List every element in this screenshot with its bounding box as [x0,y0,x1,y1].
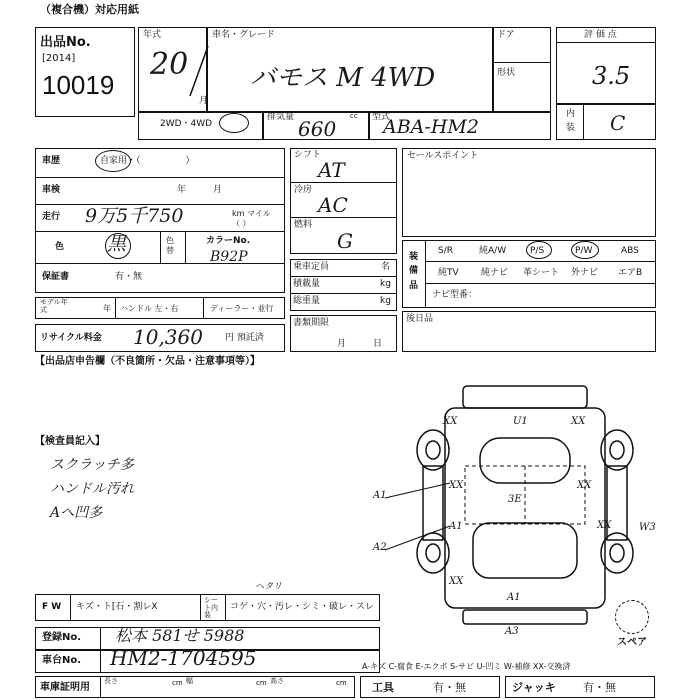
equip-ps: P/S [530,246,545,256]
fuel-value: G [337,229,353,253]
load-unit: kg [380,279,391,289]
registration-value: 松本 581せ 5988 [115,626,245,645]
mark-ls: XX [449,480,464,491]
year-slash [180,42,220,102]
equip-ps-circle [526,241,552,259]
handle-label: ハンドル 左・右 [120,304,179,313]
color-no-value: B92P [210,249,248,265]
docs-unit: 月 日 [337,339,383,349]
displacement-value: 660 [298,117,337,141]
garage-length: 長さ [104,677,118,685]
history-label: 車歴 [42,156,61,166]
chassis-label: 車台No. [42,655,82,666]
form-title: （複合機）対応用紙 [40,3,139,16]
inspector-note-1: スクラッチ多 [50,457,134,473]
equip-leather: 革シート [523,268,560,278]
warranty-value: 有・無 [115,272,143,282]
shift-label: シフト [294,150,322,160]
history-circle [95,150,131,172]
seats-label: 乗車定員 [293,262,330,272]
year-label: 年式 [143,30,162,40]
load-label: 積載量 [293,279,321,289]
dealer-label: ディーラー・並行 [210,304,274,313]
interior-value: C [610,111,626,135]
mileage-label: 走行 [42,212,61,222]
equip-abs: ABS [621,246,639,256]
seat-label: シート内装 [204,596,218,620]
sales-point-label: セールスポイント [407,151,479,161]
recycle-label: リサイクル料金 [40,333,102,343]
color-change-label: 色替 [166,236,174,256]
equip-pw: P/W [575,246,593,256]
history-value: 自家用・（ ） [100,156,195,166]
interior-label: 内装 [566,109,576,133]
color-value: 黒 [107,233,127,255]
garage-label: 車庫証明用 [40,682,90,693]
rating-score: 3.5 [592,62,631,90]
mark-a3: A3 [505,626,519,637]
gross-label: 総重量 [293,296,321,306]
seat-note: ヘタリ [255,582,283,592]
mileage-value: 9万5千750 [85,205,184,227]
mark-a2: A2 [373,542,387,553]
shift-value: AT [318,158,345,182]
equip-aw: 純A/W [479,246,507,256]
displacement-label: 排気量 [267,112,295,122]
lot-number: 10019 [42,70,115,100]
inspector-title: 【検査員記入】 [35,436,105,447]
mark-fl: XX [443,416,458,427]
displacement-unit: cc [350,112,358,120]
drive-circle [219,113,249,133]
spare-label: スペア [617,637,647,648]
spare-tire [615,600,649,634]
ac-label: 冷房 [294,185,313,195]
model-value: バモス M 4WD [250,63,436,93]
retrofit-box [402,311,656,352]
equipment-label: 装備品 [409,252,419,291]
model-label: 車名・グレード [212,30,276,40]
fw-label: F W [42,602,62,612]
warranty-label: 保証書 [42,272,70,282]
recycle-value: 10,360 [133,325,203,349]
type-value: ABA-HM2 [383,116,479,138]
damage-legend: A-キズ C-腐食 E-エクボ S-サビ U-凹ミ W-補修 XX-交換済 [362,662,571,671]
lot-label: 出品No. [40,35,91,50]
tools-value: 有・無 [433,681,466,694]
color-label: 色 [55,242,65,252]
ac-value: AC [318,193,348,217]
mark-hood: U1 [513,416,528,427]
mark-w3: W3 [639,522,656,533]
door-label: ドア [497,30,515,40]
fw-items: キズ・ト[石・割レX [76,602,158,612]
inspection-label: 車検 [42,185,61,195]
rating-label: 評 価 点 [584,30,617,40]
mark-rr: XX [597,520,612,531]
mileage-unit: km マイル（ ） [232,209,271,228]
gross-unit: kg [380,296,391,306]
inspector-note-2: ハンドル汚れ [50,481,134,497]
equip-sr: S/R [438,246,453,256]
chassis-value: HM2-1704595 [110,646,257,670]
seat-items: コゲ・穴・汚レ・シミ・破レ・スレ [230,602,375,612]
car-diagram [373,378,665,638]
year-unit: 月 [199,96,209,106]
seats-unit: 名 [381,262,391,272]
garage-width: 幅 [186,677,193,685]
recycle-unit: 円 預託済 [225,333,264,343]
equip-pw-circle [571,241,599,259]
navi-model-label: ナビ型番： [432,290,478,300]
mark-a1-lr: A1 [449,521,463,532]
mark-fr: XX [571,416,586,427]
mark-rs: XX [577,480,592,491]
inspection-unit: 年 月 [177,185,223,195]
lot-year: [2014] [42,53,76,64]
equip-airbag: エアB [618,268,643,278]
drive-label: 2WD・4WD [160,119,213,129]
model-year-label: モデル年式 [40,298,68,314]
shape-label: 形状 [497,68,516,78]
year-value: 20 [150,47,189,82]
color-no-label: カラーNo. [206,236,251,246]
docs-label: 書類期限 [293,318,330,328]
model-year-unit: 年 [103,304,111,313]
garage-height-unit: cm [336,679,347,687]
equip-tv: 純TV [438,268,459,278]
mark-a1-left: A1 [373,490,387,501]
jack-label: ジャッキ [512,681,556,694]
type-label: 型式 [372,112,391,122]
garage-width-unit: cm [256,679,267,687]
fuel-label: 燃料 [294,220,313,230]
sales-point-box [402,148,656,237]
inspector-note-3: Aへ凹多 [50,505,103,521]
color-circle [105,233,131,259]
registration-label: 登録No. [42,632,82,643]
garage-height: 高さ [270,677,284,685]
tools-label: 工具 [372,681,394,694]
equip-navi: 純ナビ [481,268,509,278]
garage-length-unit: cm [172,679,183,687]
jack-value: 有・無 [583,681,616,694]
equip-ext-navi: 外ナビ [571,268,599,278]
mark-roof: 3E [508,494,522,505]
notes-title: 【出品店申告欄（不良箇所・欠品・注意事項等）】 [35,356,260,367]
mark-bl: XX [449,576,464,587]
mark-a1-rear: A1 [507,592,521,603]
retrofit-label: 後日品 [406,314,434,324]
